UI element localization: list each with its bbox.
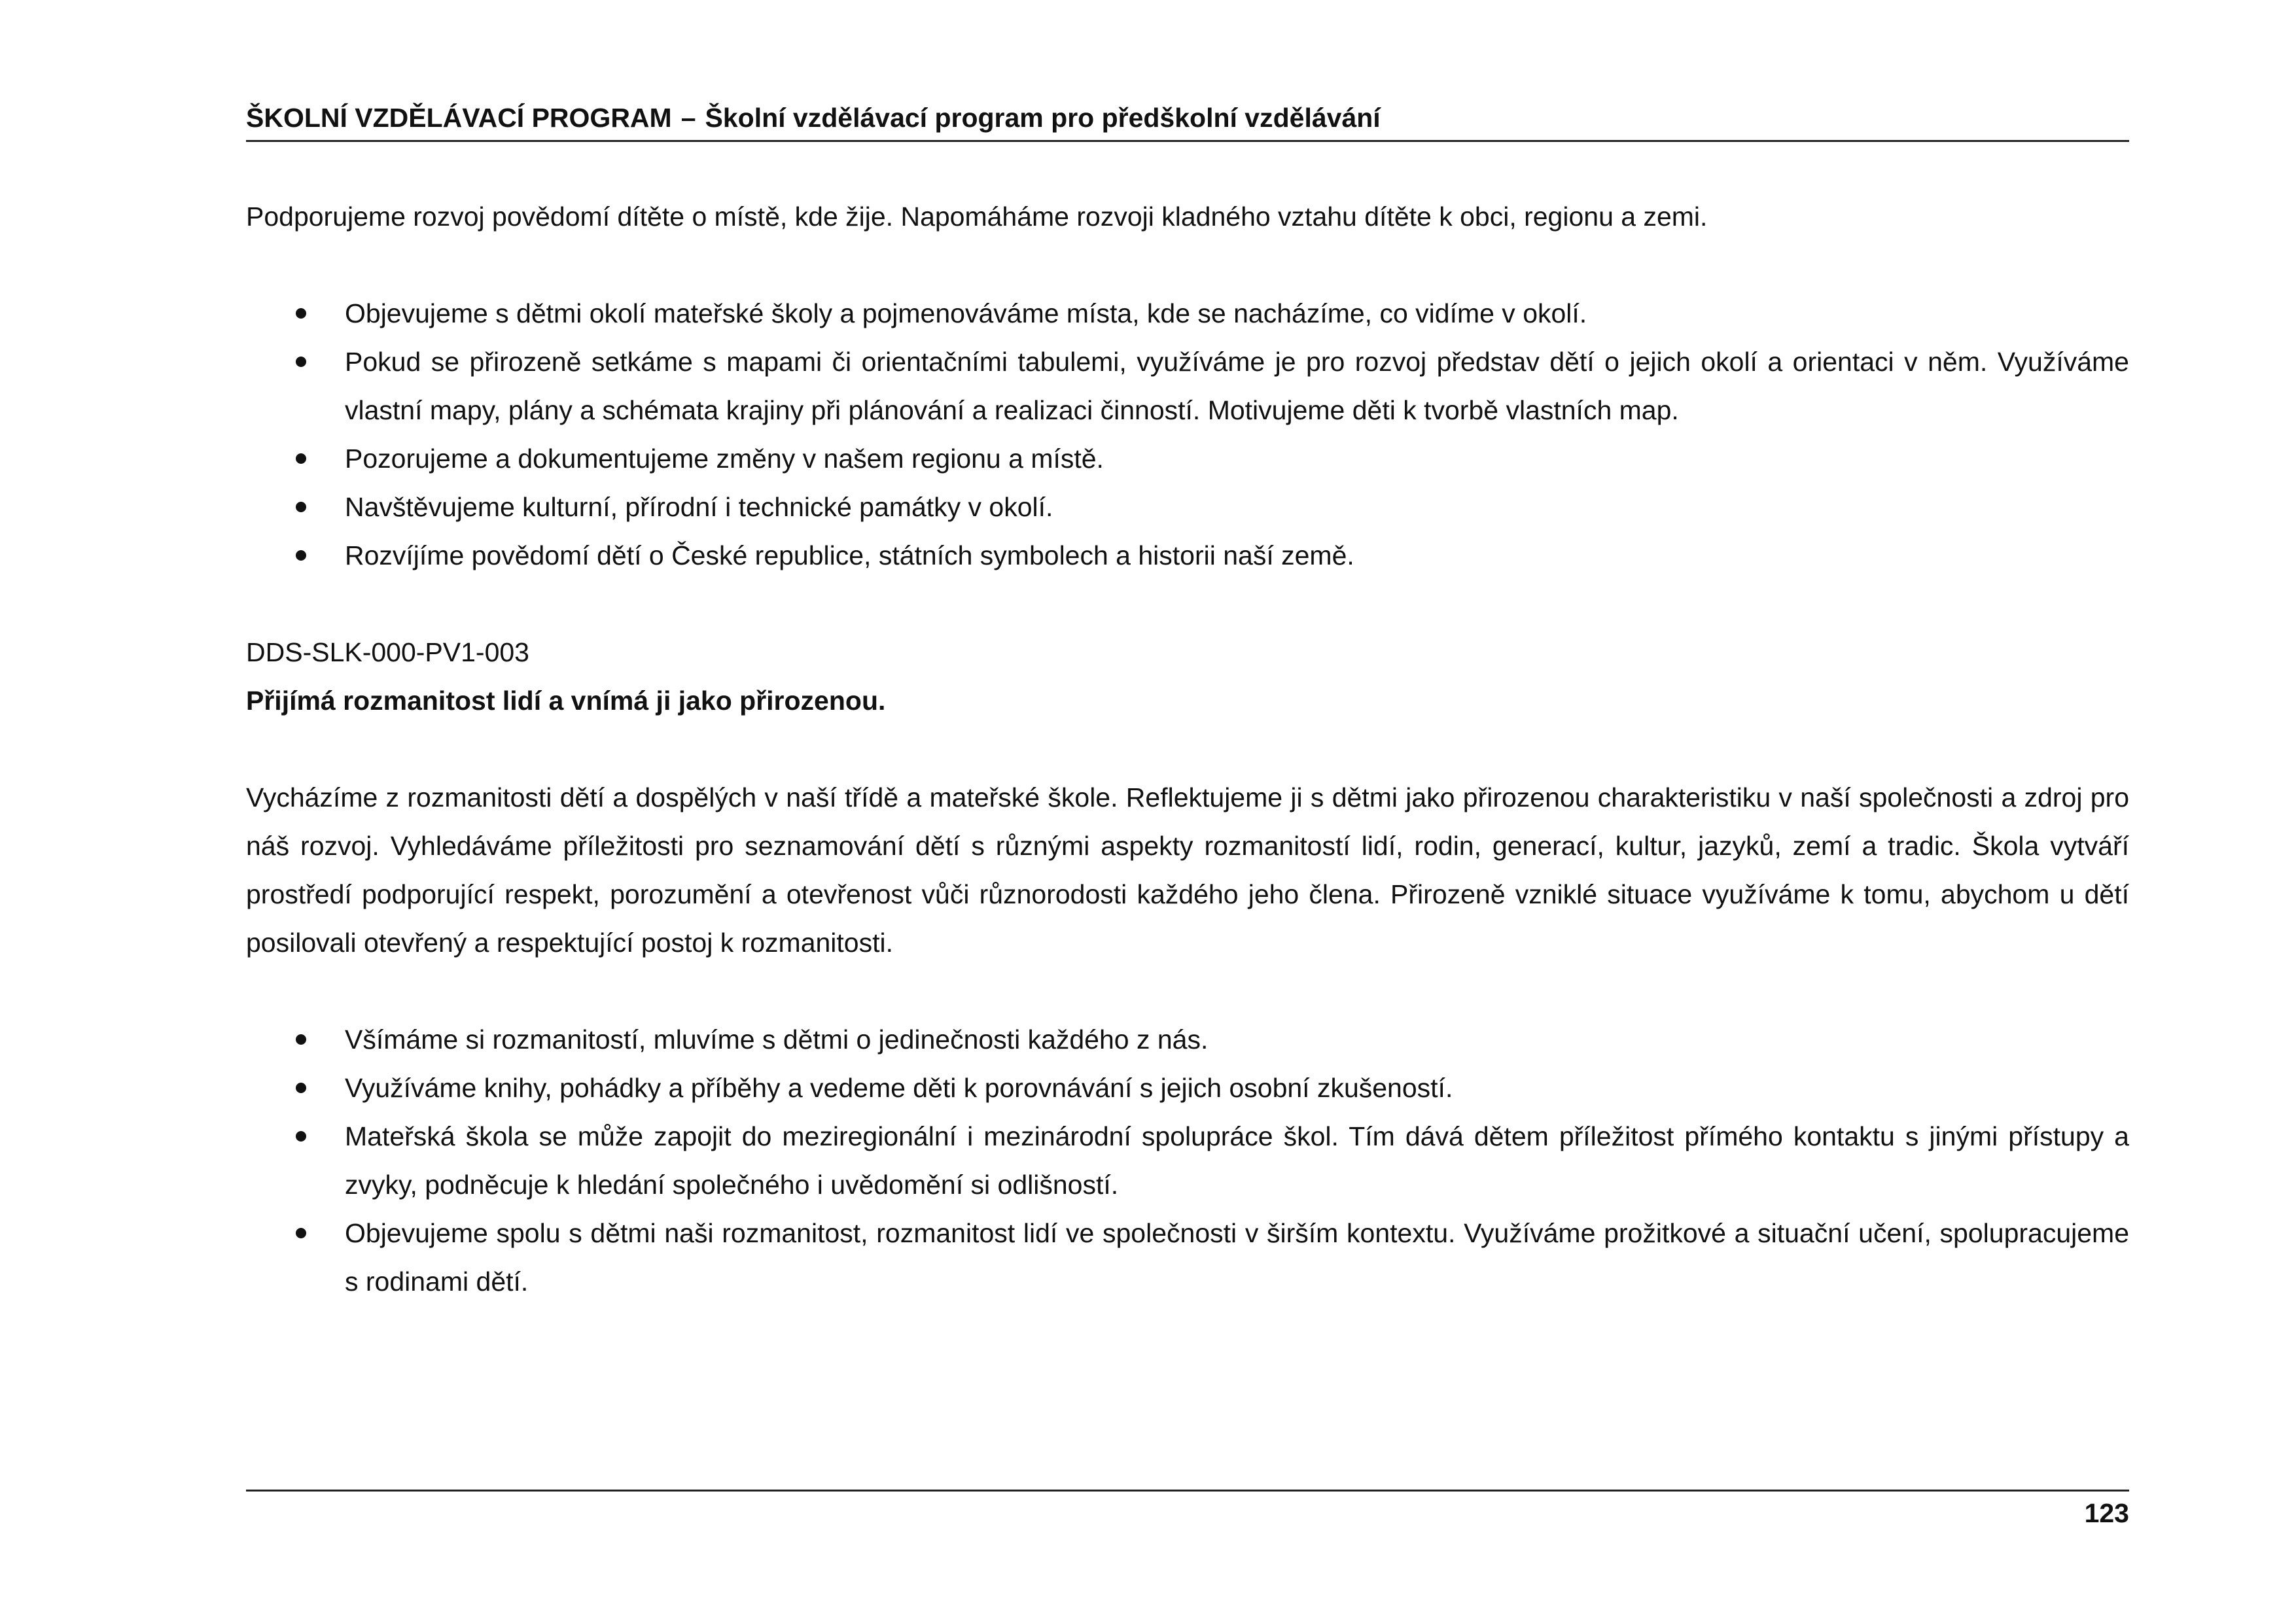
bullet-icon	[296, 550, 306, 561]
header-program-title: ŠKOLNÍ VZDĚLÁVACÍ PROGRAM	[246, 103, 672, 133]
list-item-text: Mateřská škola se může zapojit do meziregionální i mezinárodní spolupráce škol. Tím dává dětem příležitost přímého kontaktu s jinými přístupy a zvyky, podněcuje k hledání společného i uvědomění si odlišností.	[345, 1121, 2129, 1200]
section-paragraph: Vycházíme z rozmanitosti dětí a dospělých v naší třídě a mateřské škole. Reflektujeme ji s dětmi jako přirozenou charakteristiku v naší společnosti a zdroj pro náš rozvoj. Vyhledáváme příležitosti pro seznamování dětí s různými aspekty rozmanitostí lidí, rodin, generací, kultur, jazyků, zemí a tradic. Škola vytváří prostředí podporující respekt, porozumění a otevřenost vůči různorodosti každého jeho člena. Přirozeně vzniklé situace využíváme k tomu, abychom u dětí posilovali otevřený a respektující postoj k rozmanitosti.	[246, 782, 2129, 958]
bullet-list-place-awareness	[246, 289, 2129, 580]
page-number: 123	[2084, 1498, 2129, 1528]
spacer	[246, 241, 2129, 289]
list-item-text: Rozvíjíme povědomí dětí o České republice, státních symbolech a historii naší země.	[345, 540, 1354, 570]
bullet-icon	[296, 1034, 306, 1045]
list-item	[246, 483, 2129, 531]
spacer	[246, 725, 2129, 773]
spacer	[246, 580, 2129, 628]
bullet-icon	[296, 357, 306, 367]
list-item-text: Objevujeme s dětmi okolí mateřské školy a pojmenováváme místa, kde se nacházíme, co vidíme v okolí.	[345, 298, 1587, 328]
list-item-text: Využíváme knihy, pohádky a příběhy a vedeme děti k porovnávání s jejich osobní zkušeností.	[345, 1073, 1453, 1103]
list-item	[246, 1015, 2129, 1064]
bullet-list-diversity	[246, 1015, 2129, 1306]
header-program-subtitle: Školní vzdělávací program pro předškolní vzdělávání	[705, 103, 1381, 133]
intro-paragraph: Podporujeme rozvoj povědomí dítěte o místě, kde žije. Napomáháme rozvoji kladného vztahu dítěte k obci, regionu a zemi.	[246, 201, 1708, 232]
spacer	[246, 967, 2129, 1015]
list-item-text: Objevujeme spolu s dětmi naši rozmanitost, rozmanitost lidí ve společnosti v širším kontextu. Využíváme prožitkové a situační učení, spolupracujeme s rodinami dětí.	[345, 1218, 2129, 1297]
list-item	[246, 338, 2129, 434]
bullet-icon	[296, 1131, 306, 1142]
section-code: DDS-SLK-000-PV1-003	[246, 637, 529, 667]
bullet-icon	[296, 502, 306, 512]
header-separator: –	[680, 103, 696, 133]
list-item-text: Všímáme si rozmanitostí, mluvíme s dětmi o jedinečnosti každého z nás.	[345, 1024, 1209, 1055]
list-item	[246, 1064, 2129, 1112]
bullet-icon	[296, 453, 306, 464]
list-item-text: Navštěvujeme kulturní, přírodní i technické památky v okolí.	[345, 492, 1053, 522]
page-content	[246, 192, 2129, 1306]
bullet-icon	[296, 1083, 306, 1093]
list-item	[246, 1209, 2129, 1306]
bullet-icon	[296, 308, 306, 319]
list-item	[246, 531, 2129, 580]
bullet-icon	[296, 1228, 306, 1238]
list-item	[246, 289, 2129, 338]
section-heading: Přijímá rozmanitost lidí a vnímá ji jako přirozenou.	[246, 686, 886, 716]
list-item	[246, 1112, 2129, 1209]
footer-divider	[246, 1490, 2129, 1492]
list-item-text: Pozorujeme a dokumentujeme změny v našem regionu a místě.	[345, 444, 1104, 474]
page-header	[246, 96, 2129, 142]
list-item-text: Pokud se přirozeně setkáme s mapami či orientačními tabulemi, využíváme je pro rozvoj představ dětí o jejich okolí a orientaci v něm. Využíváme vlastní mapy, plány a schémata krajiny při plánování a realizaci činností. Motivujeme děti k tvorbě vlastních map.	[345, 347, 2129, 425]
list-item	[246, 434, 2129, 483]
